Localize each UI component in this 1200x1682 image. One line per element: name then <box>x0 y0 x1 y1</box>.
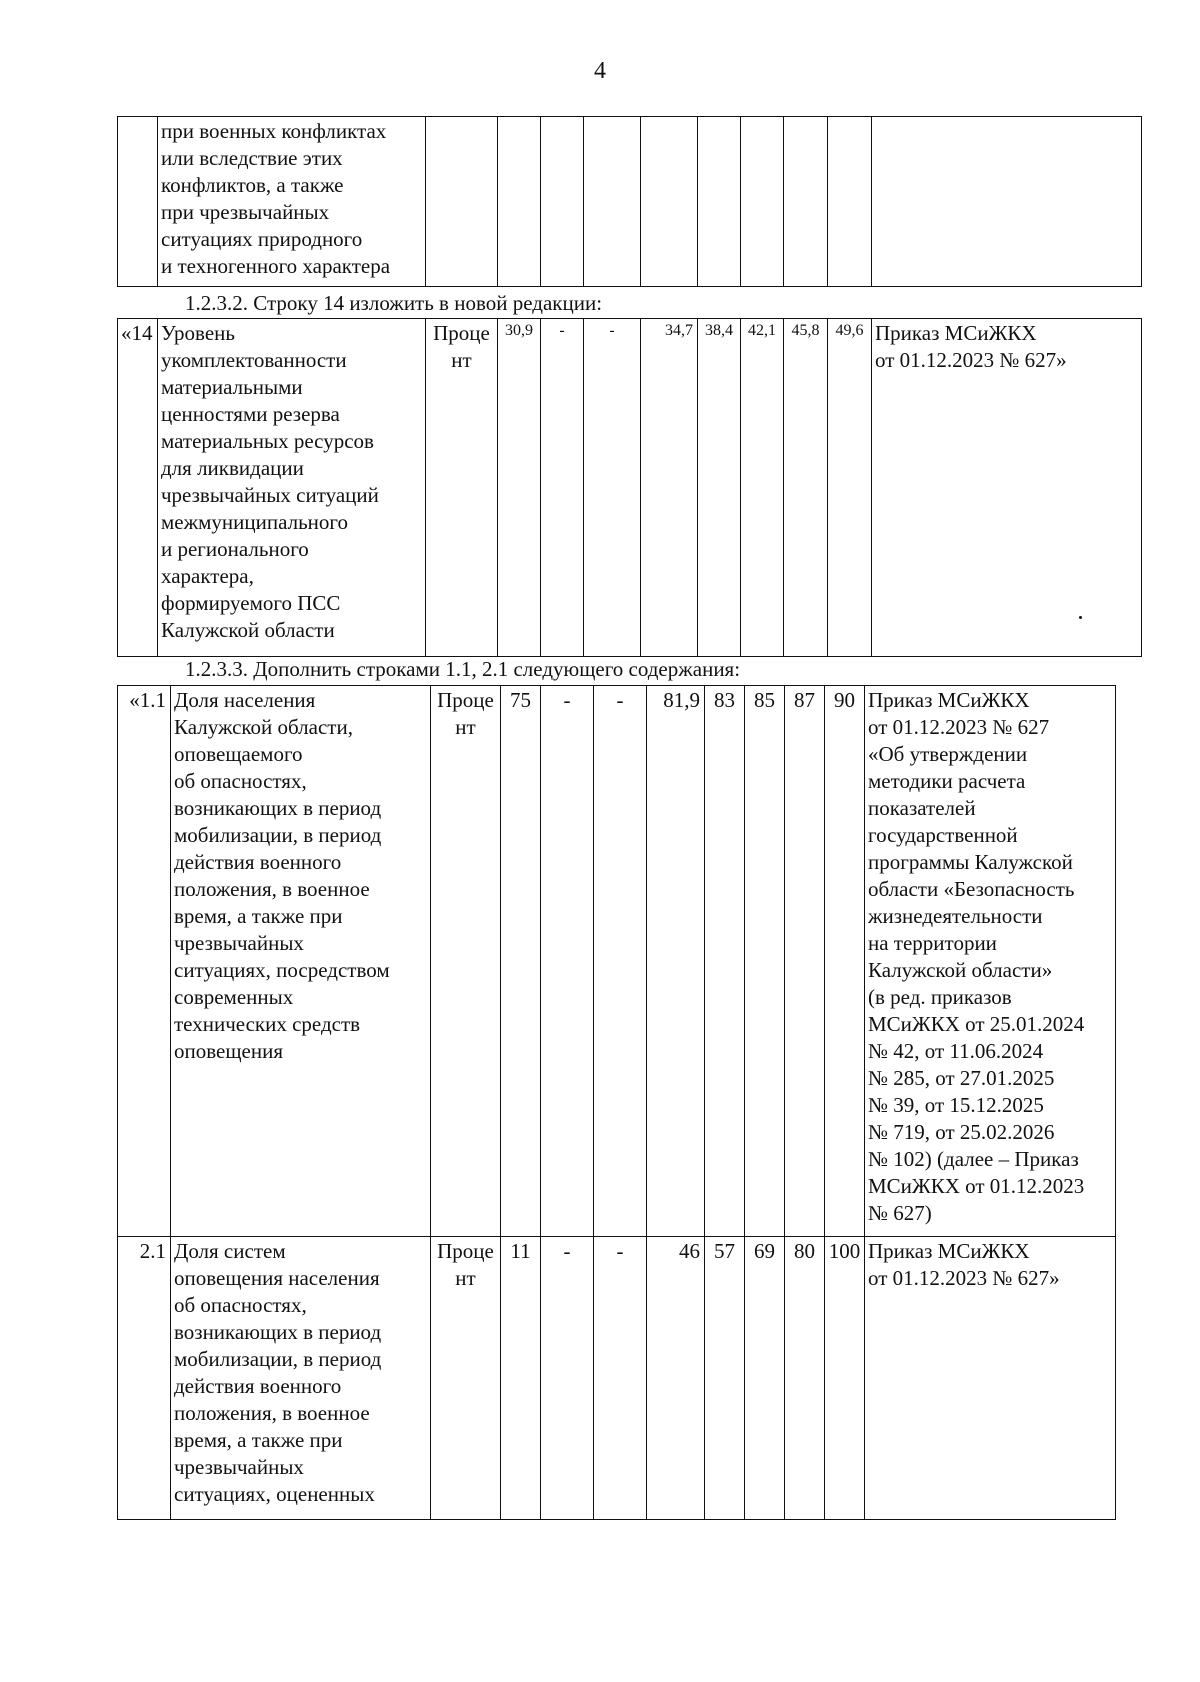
source-cell: Приказ МСиЖКХ от 01.12.2023 № 627 «Об утверждении методики расчета показателей государственной программы Калужской области «Безопасность жизнедеятельности на территории Калужской области» (в ред. приказов МСиЖКХ от 25.01.2024 № 42, от 11.06.2024 № 285, от 27.01.2025 № 39, от 15.12.2025 № 719, от 25.02.2026 № 102) (далее – Приказ МСиЖКХ от 01.12.2023 № 627) <box>865 686 1116 1237</box>
table-row <box>118 1237 1116 1520</box>
source-cell <box>872 117 1142 287</box>
value-cell: - <box>541 319 584 657</box>
value-cell <box>541 117 584 287</box>
value-cell: 38,4 <box>698 319 741 657</box>
value-cell <box>641 117 698 287</box>
value-cell: 46 <box>647 1237 705 1520</box>
indicator-name-cell: при военных конфликтах или вследствие этих конфликтов, а также при чрезвычайных ситуациях природного и техногенного характера <box>158 117 426 287</box>
value-cell: 83 <box>705 686 745 1237</box>
indicator-name-cell: Уровень укомплектованности материальными ценностями резерва материальных ресурсов для ликвидации чрезвычайных ситуаций межмуниципального и регионального характера, формируемого ПСС Калужской области <box>158 319 426 657</box>
value-cell: 90 <box>825 686 865 1237</box>
row-number-cell: 2.1 <box>118 1237 171 1520</box>
value-cell <box>584 117 641 287</box>
value-cell: 49,6 <box>828 319 872 657</box>
value-cell: 45,8 <box>784 319 828 657</box>
value-cell: 34,7 <box>641 319 698 657</box>
row-number-cell: «1.1 <box>118 686 171 1237</box>
value-cell: - <box>541 686 594 1237</box>
unit-cell <box>426 117 498 287</box>
indicator-name-cell: Доля систем оповещения населения об опасностях, возникающих в период мобилизации, в период действия военного положения, в военное время, а также при чрезвычайных ситуациях, оцененных <box>171 1237 431 1520</box>
unit-cell: Проце нт <box>431 1237 501 1520</box>
unit-cell: Проце нт <box>426 319 498 657</box>
table-row <box>118 319 1142 657</box>
value-cell: - <box>594 1237 647 1520</box>
instruction-text: 1.2.3.2. Строку 14 изложить в новой редакции: <box>185 291 603 315</box>
value-cell: 69 <box>745 1237 785 1520</box>
value-cell: 30,9 <box>498 319 541 657</box>
value-cell: - <box>594 686 647 1237</box>
value-cell: - <box>584 319 641 657</box>
stray-dot <box>1079 616 1082 619</box>
row-14-table <box>117 318 1142 657</box>
value-cell <box>741 117 784 287</box>
value-cell: 11 <box>501 1237 541 1520</box>
source-cell: Приказ МСиЖКХ от 01.12.2023 № 627» <box>865 1237 1116 1520</box>
rows-1-1-2-1-table <box>117 685 1116 1520</box>
continuation-table <box>117 116 1142 287</box>
value-cell: 75 <box>501 686 541 1237</box>
source-cell: Приказ МСиЖКХ от 01.12.2023 № 627» <box>872 319 1142 657</box>
table-row <box>118 117 1142 287</box>
value-cell: 42,1 <box>741 319 784 657</box>
value-cell: 100 <box>825 1237 865 1520</box>
value-cell: 87 <box>785 686 825 1237</box>
value-cell: - <box>541 1237 594 1520</box>
value-cell: 57 <box>705 1237 745 1520</box>
page-number: 4 <box>594 58 606 84</box>
value-cell: 85 <box>745 686 785 1237</box>
table-row <box>118 686 1116 1237</box>
value-cell: 80 <box>785 1237 825 1520</box>
value-cell: 81,9 <box>647 686 705 1237</box>
value-cell <box>828 117 872 287</box>
value-cell <box>698 117 741 287</box>
row-number-cell: «14 <box>118 319 158 657</box>
row-number-cell <box>118 117 158 287</box>
value-cell <box>784 117 828 287</box>
unit-cell: Проце нт <box>431 686 501 1237</box>
value-cell <box>498 117 541 287</box>
indicator-name-cell: Доля населения Калужской области, оповещаемого об опасностях, возникающих в период мобилизации, в период действия военного положения, в военное время, а также при чрезвычайных ситуациях, посредством современных технических средств оповещения <box>171 686 431 1237</box>
instruction-text: 1.2.3.3. Дополнить строками 1.1, 2.1 следующего содержания: <box>185 657 741 681</box>
